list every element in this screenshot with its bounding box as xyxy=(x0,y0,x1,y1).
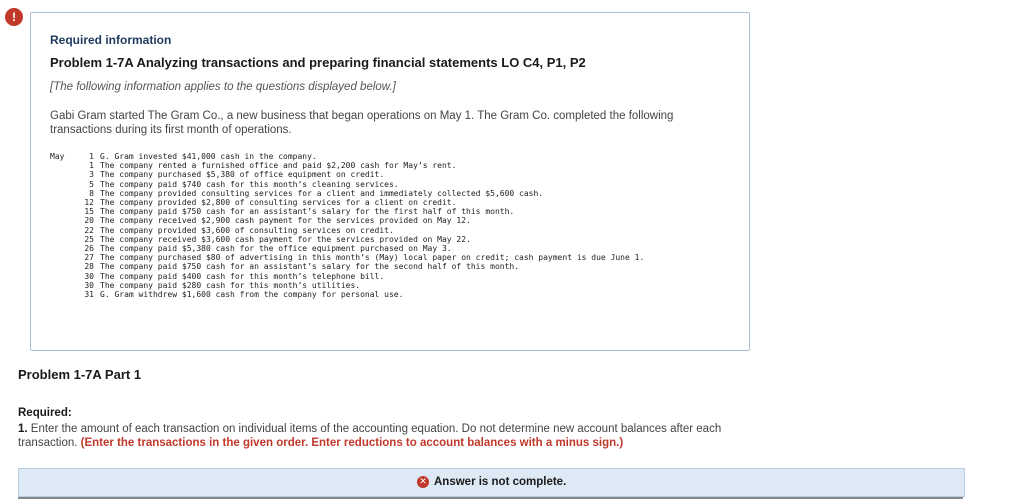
answer-status-bar xyxy=(18,468,965,497)
transaction-month xyxy=(50,235,74,244)
transaction-day: 30 xyxy=(84,280,94,290)
transaction-text: The company received $3,600 cash payment for the services provided on May 22. xyxy=(100,234,471,244)
transaction-day: 3 xyxy=(89,170,94,180)
answer-status xyxy=(417,476,566,488)
transaction-month xyxy=(50,244,74,253)
transaction-row xyxy=(50,198,644,207)
transaction-month xyxy=(50,281,74,290)
transaction-day: 15 xyxy=(84,207,94,217)
transaction-row xyxy=(50,189,644,198)
transaction-month xyxy=(50,253,74,262)
transaction-text: The company received $2,900 cash payment for the services provided on May 12. xyxy=(100,216,471,226)
transaction-row xyxy=(50,161,644,170)
transaction-text: The company paid $750 cash for an assistant’s salary for the second half of this month. xyxy=(100,262,520,272)
transaction-month: May xyxy=(50,152,65,161)
transaction-day: 31 xyxy=(84,290,94,300)
transaction-day: 5 xyxy=(89,179,94,189)
transaction-row xyxy=(50,244,644,253)
alert-icon: ! xyxy=(5,8,23,26)
transaction-month xyxy=(50,262,74,271)
transaction-row xyxy=(50,235,644,244)
answer-status-text: Answer is not complete. xyxy=(434,476,567,488)
problem-title: Problem 1-7A Analyzing transactions and preparing financial statements LO C4, P1, P2 xyxy=(50,55,586,70)
transaction-month xyxy=(50,290,74,299)
transaction-text: The company provided consulting services for a client and immediately collected $5,600 cash. xyxy=(100,188,544,198)
transaction-text: The company rented a furnished office and paid $2,200 cash for May’s rent. xyxy=(100,161,457,171)
required-label: Required: xyxy=(18,407,72,419)
intro-paragraph: Gabi Gram started The Gram Co., a new business that began operations on May 1. The Gram Co. completed the following transactions during its first month of operations. xyxy=(50,110,674,136)
transaction-text: The company paid $750 cash for an assistant’s salary for the first half of this month. xyxy=(100,207,515,217)
close-circle-icon: ✕ xyxy=(417,476,429,488)
transaction-text: The company paid $400 cash for this month’s telephone bill. xyxy=(100,271,385,281)
transaction-row xyxy=(50,170,644,179)
transactions-table xyxy=(50,152,644,299)
transaction-row xyxy=(50,226,644,235)
transaction-month xyxy=(50,216,74,225)
required-information-heading: Required information xyxy=(50,33,172,47)
transaction-month xyxy=(50,226,74,235)
transaction-row xyxy=(50,253,644,262)
transaction-row xyxy=(50,152,644,161)
transaction-day: 25 xyxy=(84,234,94,244)
transaction-text: The company purchased $5,380 of office equipment on credit. xyxy=(100,170,385,180)
transaction-row xyxy=(50,216,644,225)
required-information-box xyxy=(30,12,750,351)
transaction-day: 27 xyxy=(84,253,94,263)
transaction-text: The company provided $2,800 of consulting services for a client on credit. xyxy=(100,198,457,208)
transaction-text: The company purchased $80 of advertising in this month’s (May) local paper on credit; cash payment is due June 1. xyxy=(100,253,645,263)
transaction-text: G. Gram withdrew $1,600 cash from the company for personal use. xyxy=(100,290,404,300)
transaction-month xyxy=(50,189,74,198)
transaction-month xyxy=(50,198,74,207)
transaction-day: 28 xyxy=(84,262,94,272)
instructions xyxy=(18,422,758,450)
transaction-month xyxy=(50,170,74,179)
transaction-month xyxy=(50,272,74,281)
transaction-row xyxy=(50,272,644,281)
transaction-day: 22 xyxy=(84,225,94,235)
transaction-text: The company paid $740 cash for this month’s cleaning services. xyxy=(100,179,399,189)
transaction-day: 1 xyxy=(89,161,94,171)
instruction-text: Enter the amount of each transaction on individual items of the accounting equation. Do not determine new account balances after each transaction. xyxy=(18,423,722,449)
transaction-day: 1 xyxy=(89,152,94,161)
transaction-text: The company paid $280 cash for this month’s utilities. xyxy=(100,280,361,290)
transaction-text: The company provided $3,600 of consulting services on credit. xyxy=(100,225,394,235)
part-title: Problem 1-7A Part 1 xyxy=(18,367,142,382)
instruction-number: 1. xyxy=(18,423,28,435)
transaction-day: 20 xyxy=(84,216,94,226)
divider xyxy=(18,497,963,499)
transaction-month xyxy=(50,207,74,216)
instruction-emphasis: (Enter the transactions in the given order. Enter reductions to account balances with a minus sign.) xyxy=(80,437,624,449)
transaction-month xyxy=(50,180,74,189)
applies-note: [The following information applies to the questions displayed below.] xyxy=(50,81,396,93)
transaction-day: 8 xyxy=(89,188,94,198)
transaction-text: G. Gram invested $41,000 cash in the company. xyxy=(100,152,317,161)
transaction-row xyxy=(50,281,644,290)
transaction-row xyxy=(50,180,644,189)
transaction-day: 12 xyxy=(84,198,94,208)
transaction-text: The company paid $5,380 cash for the office equipment purchased on May 3. xyxy=(100,244,452,254)
transaction-day: 30 xyxy=(84,271,94,281)
transaction-day: 26 xyxy=(84,244,94,254)
transaction-month xyxy=(50,161,74,170)
transaction-row xyxy=(50,290,644,299)
transaction-row xyxy=(50,262,644,271)
transaction-row xyxy=(50,207,644,216)
